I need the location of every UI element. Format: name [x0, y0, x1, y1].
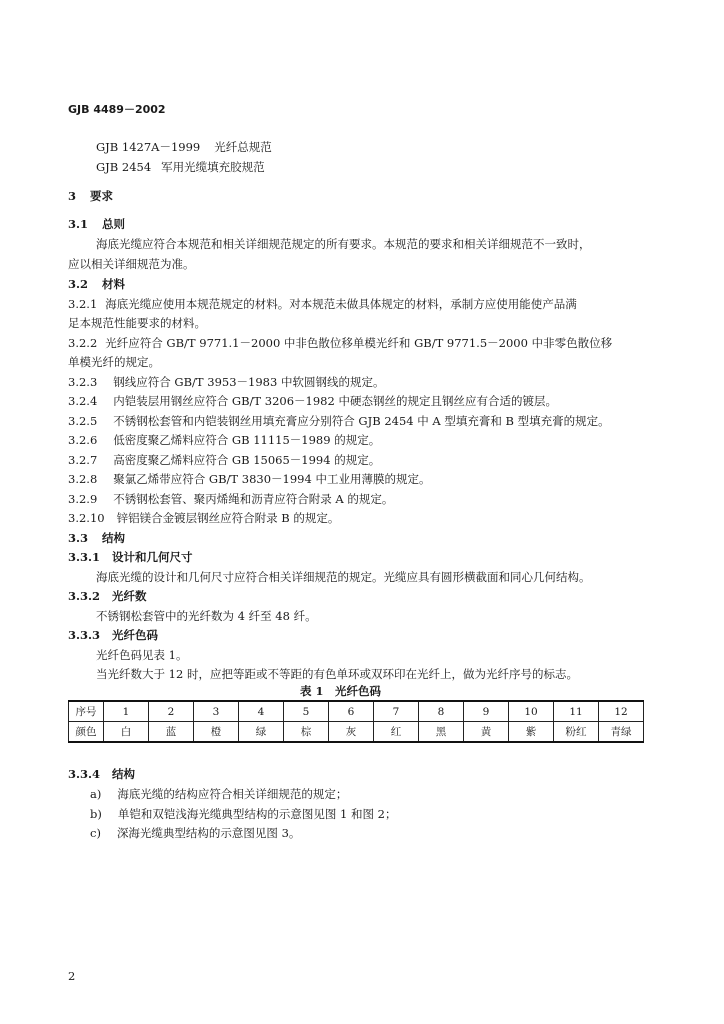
clause-3-2-6 [68, 432, 380, 448]
clause-text: 海底光缆应使用本规范规定的材料。对本规范未做具体规定的材料，承制方应使用能使产品满 [105, 297, 577, 311]
section-3-3-4-heading [68, 766, 135, 782]
table-cell: 4 [239, 701, 284, 722]
section-number: 3.3 [68, 531, 89, 545]
table-cell: 3 [194, 701, 239, 722]
table-row [69, 722, 644, 743]
table-cell: 白 [104, 722, 149, 743]
section-number: 3.3.2 [68, 589, 101, 603]
clause-number: 3.2.3 [68, 375, 98, 389]
section-title: 光纤色码 [112, 628, 159, 642]
page-number: 2 [68, 969, 76, 983]
clause-text: 不锈钢松套管、聚丙烯绳和沥青应符合附录 A 的规定。 [113, 492, 394, 506]
table-cell: 8 [419, 701, 464, 722]
table-cell: 5 [284, 701, 329, 722]
section-3-3-3-heading [68, 627, 158, 643]
table-caption: 表 1 光纤色码 [300, 684, 382, 698]
list-item [90, 786, 347, 802]
table-cell: 蓝 [149, 722, 194, 743]
clause-3-2-7 [68, 452, 380, 468]
table-cell: 青绿 [599, 722, 644, 743]
section-3-heading [68, 188, 113, 204]
table-cell: 1 [104, 701, 149, 722]
clause-number: 3.2.7 [68, 453, 98, 467]
clause-3-2-5 [68, 413, 610, 429]
paragraph-3-3-3-line-1: 光纤色码见表 1。 [96, 648, 188, 662]
reference-title: 光纤总规范 [214, 140, 272, 154]
clause-3-2-1 [68, 296, 577, 312]
section-number: 3.3.3 [68, 628, 101, 642]
paragraph-3-3-2: 不锈钢松套管中的光纤数为 4 纤至 48 纤。 [96, 609, 317, 623]
clause-3-2-10 [68, 510, 339, 526]
section-title: 总则 [102, 217, 126, 231]
table-cell: 6 [329, 701, 374, 722]
clause-text: 低密度聚乙烯料应符合 GB 11115－1989 的规定。 [113, 433, 381, 447]
clause-3-2-1-cont: 足本规范性能要求的材料。 [68, 316, 206, 330]
list-item [90, 806, 396, 822]
table-cell: 灰 [329, 722, 374, 743]
paragraph-3-1-line-1: 海底光缆应符合本规范和相关详细规范规定的所有要求。本规范的要求和相关详细规范不一致时， [96, 237, 591, 251]
reference-2 [96, 159, 265, 175]
clause-3-2-8 [68, 471, 430, 487]
table-cell: 黄 [464, 722, 509, 743]
clause-text: 钢线应符合 GB/T 3953－1983 中软圆钢线的规定。 [113, 375, 385, 389]
reference-code: GJB 2454 [96, 160, 152, 174]
section-title: 光纤数 [112, 589, 147, 603]
table-cell: 粉红 [554, 722, 599, 743]
clause-number: 3.2.9 [68, 492, 98, 506]
paragraph-3-1-line-2: 应以相关详细规范为准。 [68, 257, 195, 271]
clause-text: 高密度聚乙烯料应符合 GB 15065－1994 的规定。 [113, 453, 381, 467]
list-item [90, 825, 300, 841]
section-number: 3.3.4 [68, 767, 101, 781]
table-cell: 11 [554, 701, 599, 722]
clause-number: 3.2.5 [68, 414, 98, 428]
clause-3-2-3 [68, 374, 384, 390]
paragraph-3-3-1: 海底光缆的设计和几何尺寸应符合相关详细规范的规定。光缆应具有圆形横截面和同心几何结构。 [96, 570, 591, 584]
table-cell: 绿 [239, 722, 284, 743]
section-number: 3.2 [68, 277, 89, 291]
section-title: 结构 [102, 531, 126, 545]
table-cell: 红 [374, 722, 419, 743]
reference-code: GJB 1427A－1999 [96, 140, 201, 154]
clause-number: 3.2.1 [68, 297, 98, 311]
section-number: 3.1 [68, 217, 89, 231]
clause-text: 锌铝镁合金镀层钢丝应符合附录 B 的规定。 [116, 511, 340, 525]
document-id: GJB 4489－2002 [68, 103, 166, 116]
table-cell: 7 [374, 701, 419, 722]
table-cell: 棕 [284, 722, 329, 743]
table-cell: 2 [149, 701, 194, 722]
clause-text: 内铠装层用钢丝应符合 GB/T 3206－1982 中硬态钢丝的规定且钢丝应有合适的镀层。 [113, 394, 557, 408]
list-item-label: b) [90, 807, 102, 821]
clause-number: 3.2.2 [68, 336, 98, 350]
reference-1 [96, 139, 272, 155]
table-cell: 黑 [419, 722, 464, 743]
clause-3-2-9 [68, 491, 393, 507]
reference-title: 军用光缆填充胶规范 [161, 160, 265, 174]
list-item-label: a) [90, 787, 102, 801]
clause-text: 聚氯乙烯带应符合 GB/T 3830－1994 中工业用薄膜的规定。 [113, 472, 431, 486]
table-cell: 9 [464, 701, 509, 722]
table-row-header: 颜色 [69, 722, 104, 743]
section-title: 要求 [90, 189, 114, 203]
section-3-3-heading [68, 530, 125, 546]
table-row-header: 序号 [69, 701, 104, 722]
clause-3-2-2 [68, 335, 612, 351]
section-3-2-heading [68, 276, 125, 292]
table-row [69, 701, 644, 722]
clause-number: 3.2.8 [68, 472, 98, 486]
fiber-color-table [68, 700, 644, 743]
section-title: 设计和几何尺寸 [112, 550, 193, 564]
clause-3-2-4 [68, 393, 557, 409]
list-item-label: c) [90, 826, 101, 840]
section-number: 3.3.1 [68, 550, 101, 564]
section-title: 材料 [102, 277, 126, 291]
clause-number: 3.2.4 [68, 394, 98, 408]
section-number: 3 [68, 189, 77, 203]
clause-number: 3.2.10 [68, 511, 105, 525]
table-cell: 橙 [194, 722, 239, 743]
table-cell: 10 [509, 701, 554, 722]
clause-number: 3.2.6 [68, 433, 98, 447]
list-item-text: 单铠和双铠浅海光缆典型结构的示意图见图 1 和图 2； [117, 807, 397, 821]
list-item-text: 海底光缆的结构应符合相关详细规范的规定； [117, 787, 348, 801]
paragraph-3-3-3-line-2: 当光纤数大于 12 时，应把等距或不等距的有色单环或双环印在光纤上，做为光纤序号的标志。 [96, 667, 578, 681]
section-3-1-heading [68, 216, 125, 232]
section-3-3-1-heading [68, 549, 193, 565]
table-cell: 12 [599, 701, 644, 722]
table-cell: 紫 [509, 722, 554, 743]
clause-3-2-2-cont: 单模光纤的规定。 [68, 355, 160, 369]
section-title: 结构 [112, 767, 136, 781]
clause-text: 不锈钢松套管和内铠装钢丝用填充膏应分别符合 GJB 2454 中 A 型填充膏和 B 型填充膏的规定。 [113, 414, 610, 428]
section-3-3-2-heading [68, 588, 147, 604]
clause-text: 光纤应符合 GB/T 9771.1－2000 中非色散位移单模光纤和 GB/T 9771.5－2000 中非零色散位移 [105, 336, 613, 350]
list-item-text: 深海光缆典型结构的示意图见图 3。 [116, 826, 301, 840]
